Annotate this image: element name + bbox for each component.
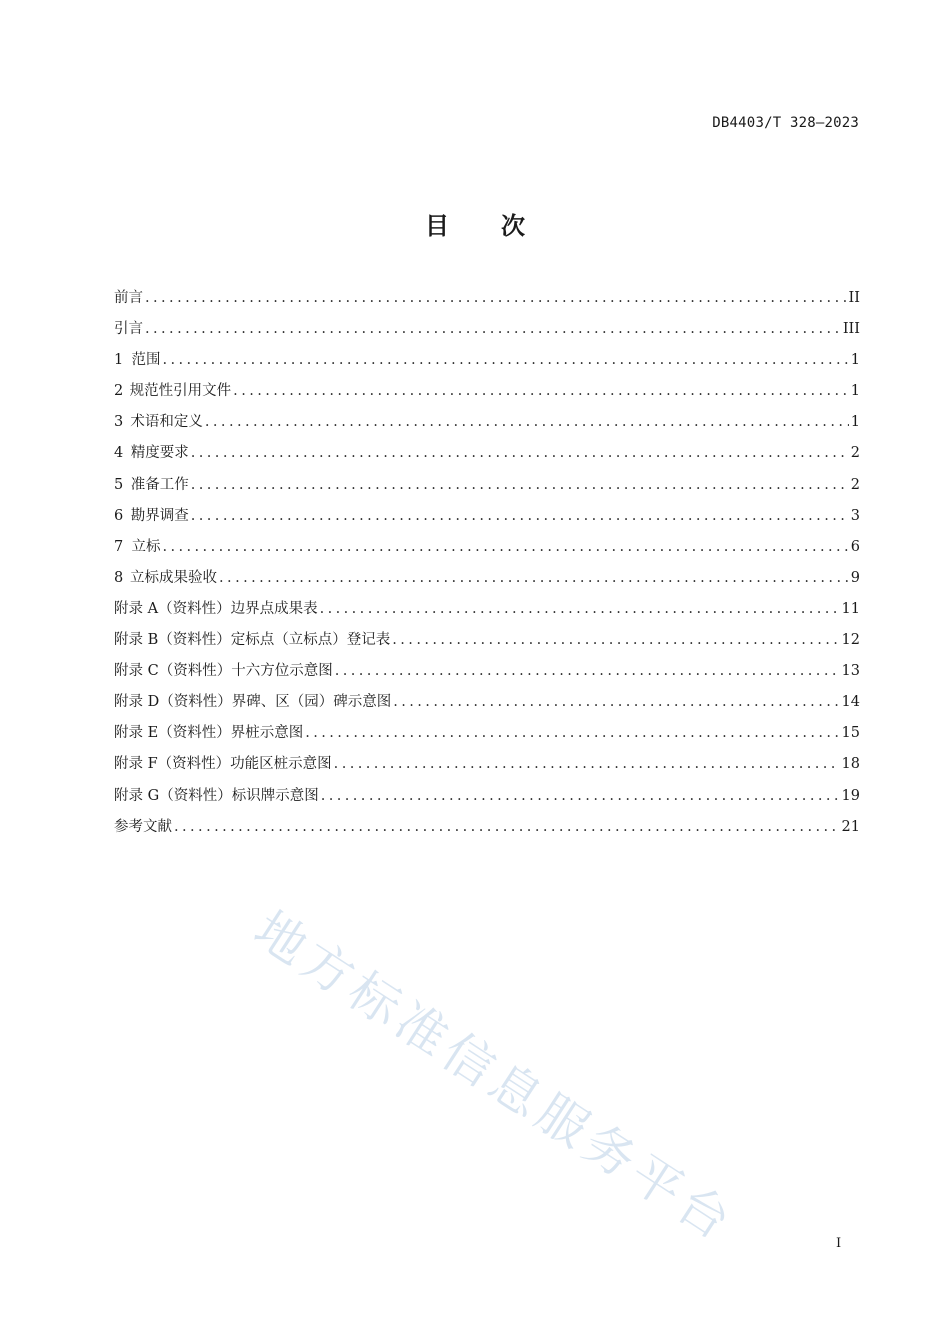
dot-leader (305, 718, 839, 749)
dot-leader (219, 563, 849, 594)
toc-entry-label: 界碑、区（园）碑示意图 (231, 694, 392, 711)
toc-entry-page: 18 (841, 756, 860, 773)
toc-entry-label: 勘界调查 (130, 507, 189, 524)
toc-entry-page: 12 (841, 632, 860, 649)
toc-entry-page: 13 (841, 663, 860, 680)
document-code: DB4403/T 328—2023 (712, 115, 859, 131)
dot-leader (233, 376, 849, 407)
toc-entry-page: II (848, 290, 860, 306)
dot-leader (321, 781, 840, 812)
dot-leader (145, 283, 847, 314)
toc-appendix-d[interactable] (114, 687, 860, 718)
toc-entry-page: 2 (850, 445, 860, 462)
toc-appendix-c[interactable] (114, 656, 860, 687)
dot-leader (335, 656, 840, 687)
toc-appendix-b[interactable] (114, 625, 860, 656)
dot-leader (393, 687, 839, 718)
toc-entry-number: 6 (114, 507, 124, 524)
footer-page-number: I (836, 1236, 842, 1251)
toc-entry-label: 准备工作 (130, 476, 189, 493)
toc-entry-references[interactable] (114, 812, 860, 843)
dot-leader (191, 438, 849, 469)
title-char-2: 次 (501, 212, 525, 240)
toc-entry-label: 引言 (114, 321, 143, 338)
toc-entry-label: 立标 (131, 538, 161, 555)
toc-entry-label: 精度要求 (130, 445, 189, 462)
appendix-prefix: 附录 D（资料性） (114, 694, 232, 711)
toc-entry-page: 6 (850, 538, 860, 555)
appendix-prefix: 附录 A（资料性） (114, 600, 231, 617)
toc-entry-3[interactable] (114, 407, 860, 438)
toc-entry-label: 参考文献 (114, 818, 172, 835)
dot-leader (174, 812, 840, 843)
toc-entry-1[interactable] (114, 345, 860, 376)
toc-entry-page: 2 (850, 476, 860, 493)
toc-entry-number: 3 (114, 414, 124, 431)
table-of-contents (114, 283, 860, 843)
toc-entry-page: 1 (850, 352, 860, 369)
watermark: 地方标准信息服务平台 (244, 900, 746, 1254)
toc-entry-page: 14 (841, 694, 860, 711)
toc-entry-6[interactable] (114, 501, 860, 532)
toc-entry-number: 2 (114, 383, 124, 400)
toc-entry-5[interactable] (114, 470, 860, 501)
dot-leader (162, 532, 848, 563)
dot-leader (205, 407, 849, 438)
toc-entry-number: 4 (114, 445, 124, 462)
toc-entry-number: 7 (114, 538, 124, 555)
dot-leader (191, 501, 849, 532)
toc-entry-page: 1 (850, 383, 860, 400)
toc-entry-number: 5 (114, 476, 124, 493)
toc-appendix-g[interactable] (114, 781, 860, 812)
title-char-1: 目 (425, 212, 449, 240)
toc-entry-page: 21 (841, 818, 860, 835)
toc-entry-page: 11 (841, 600, 860, 617)
toc-entry-number: 1 (114, 352, 124, 369)
toc-entry-2[interactable] (114, 376, 860, 407)
toc-entry-page: III (842, 321, 860, 338)
toc-entry-8[interactable] (114, 563, 860, 594)
toc-entry-label: 标识牌示意图 (231, 787, 319, 804)
toc-entry-page: 3 (850, 507, 860, 524)
toc-entry-page: 19 (841, 787, 860, 804)
toc-entry-label: 规范性引用文件 (129, 383, 232, 400)
toc-entry-label: 定标点（立标点）登记表 (230, 632, 391, 649)
toc-entry-7[interactable] (114, 532, 860, 563)
toc-appendix-f[interactable] (114, 749, 860, 780)
toc-entry-page: 15 (841, 725, 860, 742)
toc-entry-page: 1 (850, 414, 860, 431)
toc-entry-label: 范围 (131, 352, 161, 369)
toc-entry-label: 边界点成果表 (230, 600, 318, 617)
toc-entry-label: 功能区桩示意图 (230, 756, 332, 773)
toc-entry-label: 十六方位示意图 (231, 663, 333, 680)
toc-entry-label: 前言 (114, 290, 143, 306)
appendix-prefix: 附录 B（资料性） (114, 632, 231, 649)
toc-entry-4[interactable] (114, 438, 860, 469)
toc-entry-foreword[interactable] (114, 283, 860, 314)
appendix-prefix: 附录 F（资料性） (114, 756, 231, 773)
toc-entry-label: 界桩示意图 (230, 725, 304, 742)
page-title (0, 206, 950, 241)
dot-leader (162, 345, 848, 376)
toc-entry-page: 9 (850, 569, 860, 586)
toc-entry-label: 立标成果验收 (130, 569, 218, 586)
toc-appendix-e[interactable] (114, 718, 860, 749)
toc-entry-introduction[interactable] (114, 314, 860, 345)
dot-leader (334, 749, 840, 780)
dot-leader (320, 594, 840, 625)
dot-leader (191, 470, 849, 501)
toc-entry-number: 8 (114, 569, 124, 586)
dot-leader (392, 625, 839, 656)
appendix-prefix: 附录 C（资料性） (114, 663, 232, 680)
toc-appendix-a[interactable] (114, 594, 860, 625)
appendix-prefix: 附录 E（资料性） (114, 725, 231, 742)
toc-entry-label: 术语和定义 (130, 414, 203, 431)
appendix-prefix: 附录 G（资料性） (114, 787, 232, 804)
dot-leader (145, 314, 841, 345)
